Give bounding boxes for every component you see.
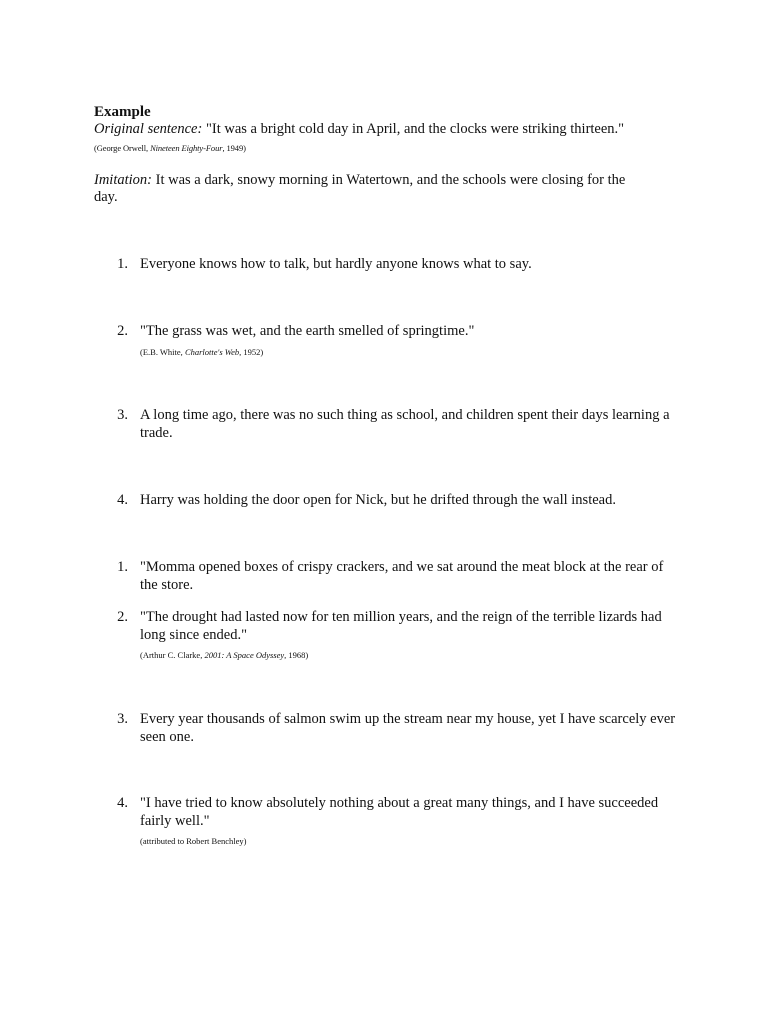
- list-b-cite-title: 2001: A Space Odyssey: [204, 650, 285, 660]
- list-b-item-3: Every year thousands of salmon swim up the stream near my house, yet I have scarcely ever seen one.: [140, 711, 676, 745]
- imitation-line-2: day.: [94, 189, 118, 205]
- example-heading: Example: [94, 104, 151, 120]
- list-b-number-1: 1.: [117, 559, 128, 575]
- imitation-line-1: [94, 172, 625, 189]
- list-b-item-1: "Momma opened boxes of crispy crackers, and we sat around the meat block at the rear of the store.: [140, 559, 664, 593]
- list-a-cite-prefix: (E.B. White,: [140, 347, 185, 357]
- list-a-number-2: 2.: [117, 323, 128, 339]
- list-b-item-2: "The drought had lasted now for ten million years, and the reign of the terrible lizards had long since ended.": [140, 609, 662, 643]
- list-b-cite-suffix: , 1968): [284, 650, 309, 660]
- list-a-item-2: "The grass was wet, and the earth smelled of springtime.": [140, 323, 475, 339]
- original-sentence-line: [94, 121, 624, 138]
- list-a-number-3: 3.: [117, 407, 128, 423]
- original-sentence-label: Original sentence:: [94, 121, 203, 137]
- imitation-label: Imitation:: [94, 172, 152, 188]
- original-cite-prefix: (George Orwell,: [94, 143, 151, 153]
- list-a-number-4: 4.: [117, 492, 128, 508]
- imitation-text-line1: It was a dark, snowy morning in Watertown, and the schools were closing for the: [155, 172, 626, 188]
- list-a-item-3: A long time ago, there was no such thing as school, and children spent their days learning a trade.: [140, 407, 670, 441]
- original-citation: [94, 143, 246, 153]
- original-cite-title: Nineteen Eighty-Four: [150, 143, 223, 153]
- list-b-item-2-citation: [140, 650, 308, 660]
- original-cite-suffix: , 1949): [222, 143, 246, 153]
- list-b-item-4-citation: (attributed to Robert Benchley): [140, 836, 247, 846]
- list-a-item-2-citation: [140, 347, 263, 357]
- list-a-cite-suffix: , 1952): [239, 347, 264, 357]
- list-a-item-4: Harry was holding the door open for Nick, but he drifted through the wall instead.: [140, 492, 616, 508]
- original-sentence-text: "It was a bright cold day in April, and the clocks were striking thirteen.": [205, 121, 625, 137]
- list-b-item-4: "I have tried to know absolutely nothing about a great many things, and I have succeeded fairly well.": [140, 795, 659, 829]
- list-b-number-4: 4.: [117, 795, 128, 811]
- list-b-cite-prefix: (Arthur C. Clarke,: [140, 650, 205, 660]
- list-a-cite-title: Charlotte's Web: [184, 347, 240, 357]
- list-a-item-1: Everyone knows how to talk, but hardly anyone knows what to say.: [140, 256, 532, 272]
- list-b-number-2: 2.: [117, 609, 128, 625]
- list-a-number-1: 1.: [117, 256, 128, 272]
- list-b-number-3: 3.: [117, 711, 128, 727]
